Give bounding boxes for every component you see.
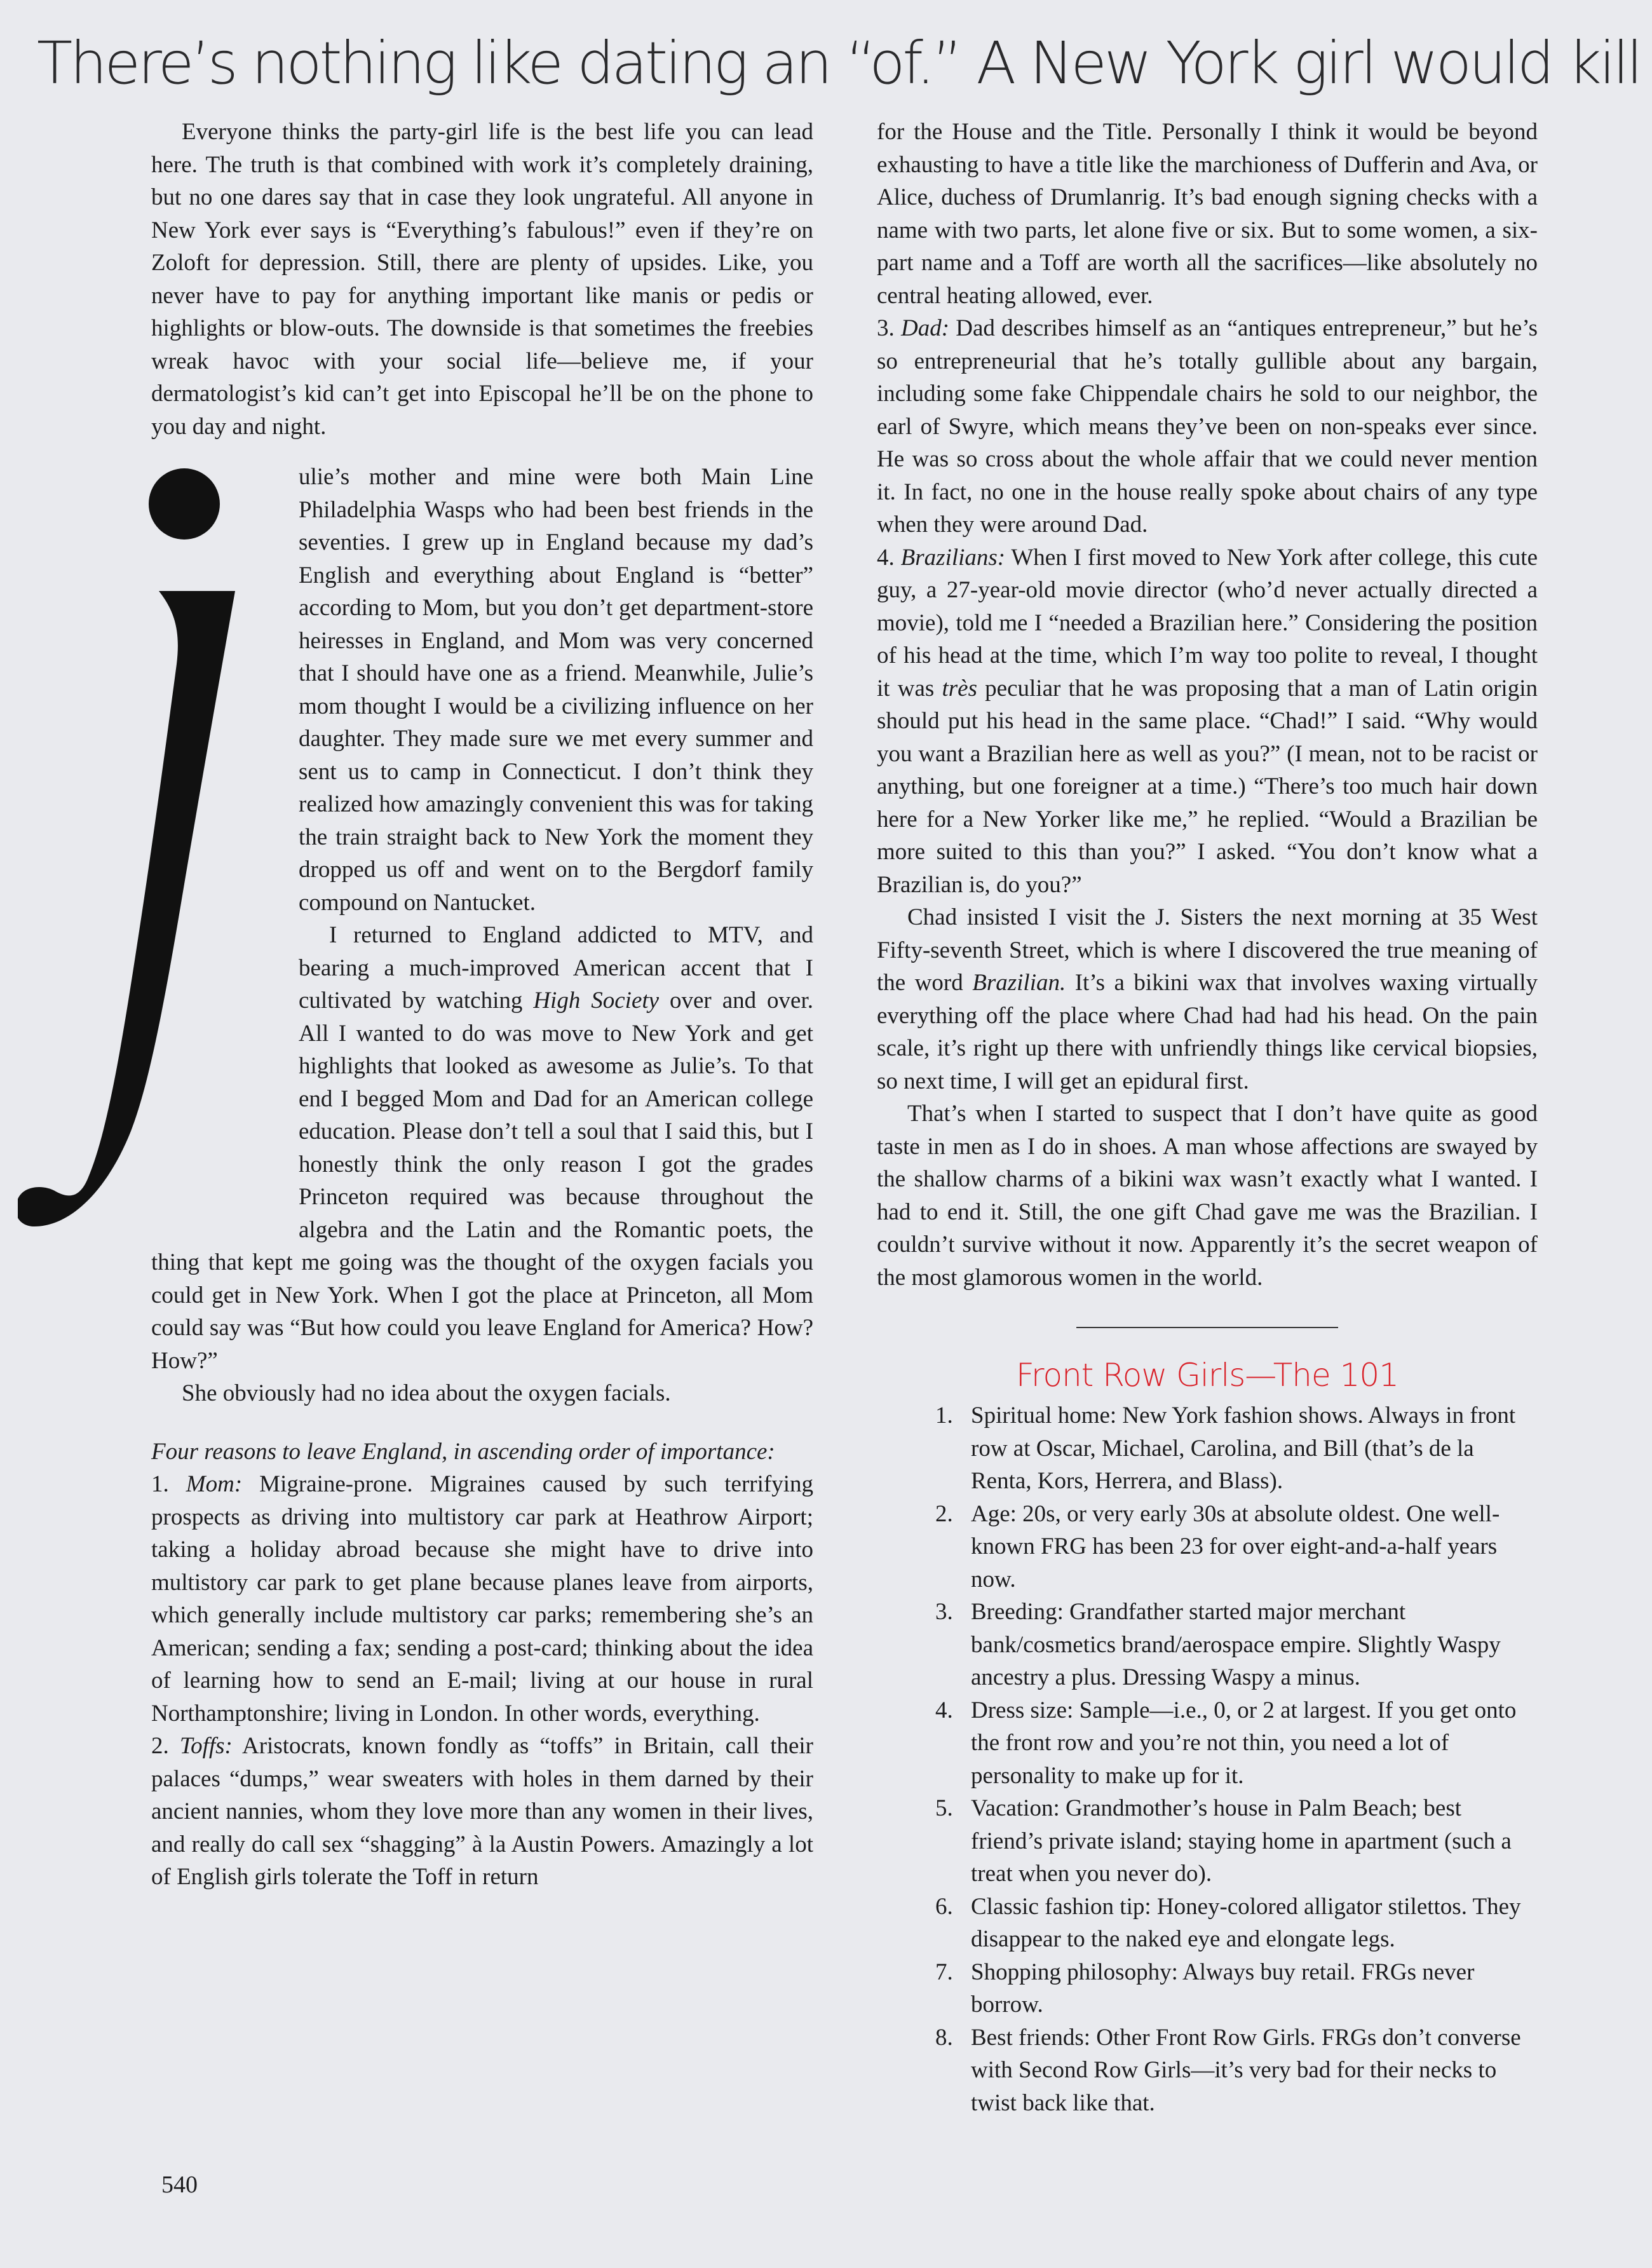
taste-paragraph: That’s when I started to suspect that I don’t have quite as good taste in men as I do in shoes. A man whose affections are swayed by the shallow charms of a bikini wax wasn’t exactly what I wanted. I had to end it. Still, the one gift Chad gave me was the Brazilian. I couldn’t survive without it now. Apparently it’s the secret weapon of the most glamorous women in the world.: [877, 1101, 1538, 1291]
sidebar-item: 4. Dress size: Sample—i.e., 0, or 2 at largest. If you get onto the front row and you’re not thin, you need a lot of personality to make up for it.: [935, 1697, 1517, 1789]
reason-dad: 3. Dad: Dad describes himself as an “antiques entrepreneur,” but he’s so entrepreneurial that he’s totally gullible about any bargain, including some fake Chippendale chairs he sold to our neighbor, the earl of Swyre, which means they’ve been on non-speaks ever since. He was so cross about the whole affair that we could never mention it. In fact, no one in the house really spoke about chairs of any type when they were around Dad.: [877, 315, 1538, 538]
headline: There’s nothing like dating an “of.” A New York girl would kill: [37, 29, 1641, 97]
julie-paragraph: ulie’s mother and mine were both Main Line Philadelphia Wasps who had been best friends in the seventies. I grew up in England because my dad’s English and everything about England is “better” according to Mom, but you don’t get department-store heiresses in England, and Mom was very concerned that I should have one as a friend. Meanwhile, Julie’s mom thought I would be a civilizing influence on her daughter. They made sure we met every summer and sent us to camp in Connecticut. I don’t think they realized how amazingly convenient this was for taking the train straight back to New York the moment they dropped us off and went on to the Bergdorf family compound on Nantucket.: [299, 464, 813, 916]
sidebar-list: [877, 1399, 1538, 2119]
dropcap-j: [18, 461, 285, 1239]
page-number: 540: [161, 2171, 198, 2198]
sidebar-title: Front Row Girls—The 101: [1015, 1357, 1399, 1394]
chad-paragraph: Chad insisted I visit the J. Sisters the next morning at 35 West Fifty-seventh Street, which is where I discovered the true meaning of the word Brazilian. It’s a bikini wax that involves waxing virtually everything off the place where Chad had had his head. On the pain scale, it’s right up there with unfriendly things like cervical biopsies, so next time, I will get an epidural first.: [877, 904, 1538, 1094]
sidebar-item: 1. Spiritual home: New York fashion shows. Always in front row at Oscar, Michael, Carolina, and Bill (that’s de la Renta, Kors, Herrera, and Blass).: [935, 1402, 1516, 1494]
oxygen-paragraph: She obviously had no idea about the oxygen facials.: [182, 1380, 671, 1406]
column-right: [877, 116, 1538, 2119]
sidebar-item: 3. Breeding: Grandfather started major merchant bank/cosmetics brand/aerospace empire. Slightly Waspy ancestry a plus. Dressing Waspy a minus.: [935, 1599, 1501, 1690]
mtv-paragraph: I returned to England addicted to MTV, and bearing a much-improved American accent that I cultivated by watching High Society over and over. All I wanted to do was move to New York and get highlights that looked as awesome as Julie’s. To that end I begged Mom and Dad for an American college education. Please don’t tell a soul that I said this, but I honestly think the only reason I got the grades Princeton required was because throughout the algebra and the Latin and the Romantic poets, the thing that kept me going was the thought of the oxygen facials you could get in New York. When I got the place at Princeton, all Mom could say was “But how could you leave England for America? How? How?”: [151, 922, 813, 1374]
dropcap-section: [151, 461, 813, 1377]
reason-brazilians: 4. Brazilians: When I first moved to New York after college, this cute guy, a 27-year-old movie director (who’d never actually directed a movie), told me I “needed a Brazilian here.” Considering the position of his head at the time, which I’m way too polite to reveal, I thought it was très peculiar that he was proposing that a man of Latin origin should put his head in the same place. “Chad!” I said. “Why would you want a Brazilian here as well as you?” (I mean, not to be racist or anything, but one foreigner at a time.) “There’s too much hair down here for a New Yorker like me,” he replied. “Would a Brazilian be more suited to this than you?” I asked. “You don’t know what a Brazilian is, do you?”: [877, 544, 1538, 898]
sidebar-item: 6. Classic fashion tip: Honey-colored alligator stilettos. They disappear to the naked eye and elongate legs.: [935, 1893, 1521, 1952]
toffs-continued: for the House and the Title. Personally I think it would be beyond exhausting to have a title like the marchioness of Dufferin and Ava, or Alice, duchess of Drumlanrig. It’s bad enough signing checks with a name with two parts, let alone five or six. But to some women, a six-part name and a Toff are worth all the sacrifices—like absolutely no central heating allowed, ever.: [877, 119, 1538, 309]
reason-mom: 1. Mom: Migraine-prone. Migraines caused by such terrifying prospects as driving into multistory car park at Heathrow Airport; taking a holiday abroad because she might have to drive into multistory car park to get plane because planes leave from airports, which generally include multistory car parks; remembering she’s an American; sending a fax; sending a post-card; thinking about the idea of learning how to send an E-mail; living at our house in rural Northamptonshire; living in London. In other words, everything.: [151, 1471, 813, 1727]
sidebar-divider: [1076, 1327, 1338, 1328]
sidebar-item: 2. Age: 20s, or very early 30s at absolute oldest. One well-known FRG has been 23 for over eight-and-a-half years now.: [935, 1500, 1500, 1592]
sidebar-item: 8. Best friends: Other Front Row Girls. FRGs don’t converse with Second Row Girls—it’s very bad for their necks to twist back like that.: [935, 2024, 1521, 2116]
reasons-heading: Four reasons to leave England, in ascending order of importance:: [151, 1438, 775, 1465]
dropcap-j-glyph: [18, 461, 285, 1239]
reason-toffs: 2. Toffs: Aristocrats, known fondly as “toffs” in Britain, call their palaces “dumps,” wear sweaters with holes in them darned by their ancient nannies, whom they love more than any women in their lives, and really do call sex “shagging” à la Austin Powers. Amazingly a lot of English girls tolerate the Toff in return: [151, 1733, 814, 1890]
intro-paragraph: Everyone thinks the party-girl life is the best life you can lead here. The truth is that combined with work it’s completely draining, but no one dares say that in case they look ungrateful. All anyone in New York ever says is “Everything’s fabulous!” even if they’re on Zoloft for depression. Still, there are plenty of upsides. Like, you never have to pay for anything important like manis or pedis or highlights or blow-outs. The downside is that sometimes the freebies wreak havoc with your social life—believe me, if your dermatologist’s kid can’t get into Episcopal he’ll be on the phone to you day and night.: [151, 119, 813, 440]
column-left: [151, 116, 813, 1894]
sidebar-item: 7. Shopping philosophy: Always buy retail. FRGs never borrow.: [935, 1959, 1475, 2018]
sidebar-item: 5. Vacation: Grandmother’s house in Palm Beach; best friend’s private island; staying home in apartment (such a treat when you never do).: [935, 1795, 1512, 1887]
